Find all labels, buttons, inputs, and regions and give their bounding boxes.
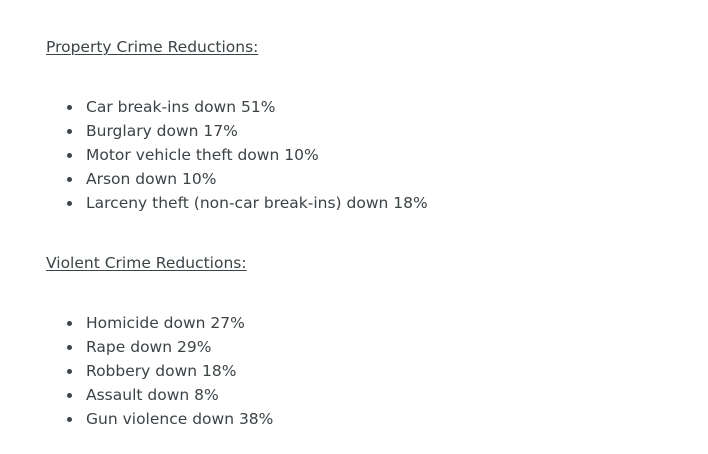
bullet-icon [67, 105, 72, 110]
bullet-icon [67, 345, 72, 350]
bullet-icon [67, 321, 72, 326]
list-item-text: Larceny theft (non-car break-ins) down 18% [86, 194, 428, 212]
list-item-text: Gun violence down 38% [86, 410, 274, 428]
violent-crime-heading: Violent Crime Reductions: [46, 254, 247, 272]
bullet-icon [67, 393, 72, 398]
bullet-icon [67, 369, 72, 374]
property-crime-heading: Property Crime Reductions: [46, 38, 259, 56]
list-item-text: Car break-ins down 51% [86, 98, 276, 116]
bullet-icon [67, 417, 72, 422]
list-item-text: Homicide down 27% [86, 314, 245, 332]
list-item-text: Burglary down 17% [86, 122, 238, 140]
bullet-icon [67, 177, 72, 182]
bullet-icon [67, 153, 72, 158]
list-item-text: Motor vehicle theft down 10% [86, 146, 319, 164]
list-item-text: Robbery down 18% [86, 362, 237, 380]
bullet-icon [67, 129, 72, 134]
bullet-icon [67, 201, 72, 206]
list-item-text: Arson down 10% [86, 170, 217, 188]
list-item-text: Rape down 29% [86, 338, 212, 356]
list-item-text: Assault down 8% [86, 386, 219, 404]
